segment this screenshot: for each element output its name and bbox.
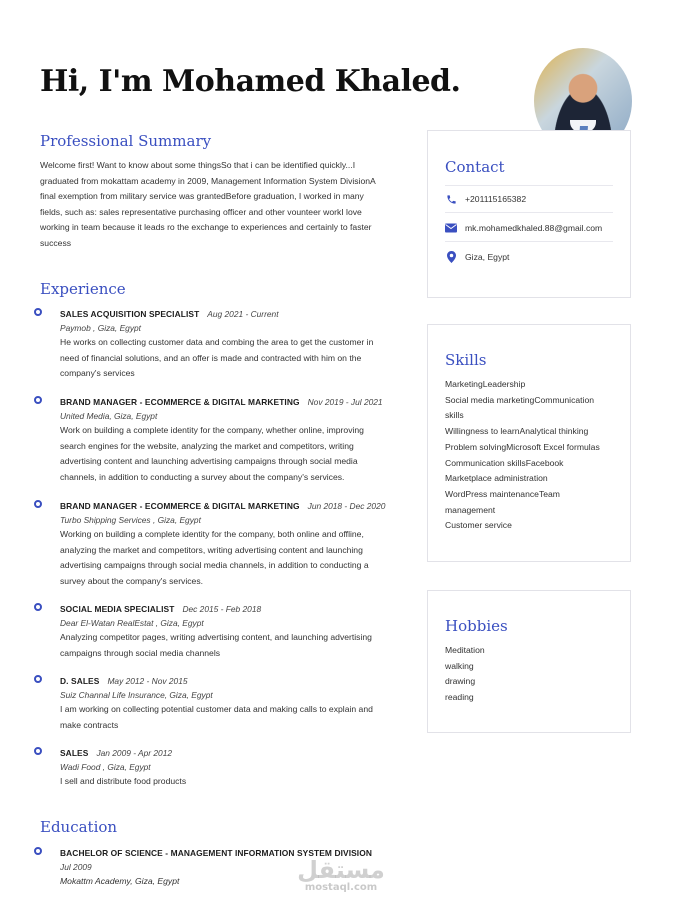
hobby-item: drawing	[445, 676, 476, 687]
job-company: United Media, Giza, Egypt	[60, 411, 158, 421]
job-date: Aug 2021 - Current	[207, 309, 279, 319]
job-title: SALES	[60, 748, 89, 758]
timeline-dot-icon	[34, 747, 42, 755]
skills-title: Skills	[445, 351, 487, 369]
skills-box	[427, 324, 631, 562]
job-date: Nov 2019 - Jul 2021	[307, 397, 383, 407]
job-description	[60, 527, 390, 589]
job-date: May 2012 - Nov 2015	[107, 676, 188, 686]
job-description	[60, 630, 390, 661]
hobbies-box	[427, 590, 631, 733]
education-title: Education	[40, 818, 118, 836]
skill-item: Problem solvingMicrosoft Excel formulas	[445, 441, 600, 452]
contact-phone: +201115165382	[465, 194, 527, 204]
job-description-line: Analyzing competitor pages, writing advertising content, and launching advertising	[60, 632, 372, 642]
timeline-dot-icon	[34, 603, 42, 611]
job-description	[60, 702, 390, 733]
job-description-line: need of financial solutions, and an offer is made and contracted with him on the	[60, 352, 362, 363]
experience-item	[40, 395, 390, 485]
skill-item: WordPress maintenanceTeam	[445, 488, 560, 499]
experience-title: Experience	[40, 280, 126, 298]
contact-location-row	[445, 243, 613, 271]
job-date: Dec 2015 - Feb 2018	[182, 604, 262, 614]
skill-item: Communication skillsFacebook	[445, 457, 564, 468]
watermark-arabic: مستقل	[297, 856, 385, 884]
job-title: D. SALES	[60, 676, 100, 686]
hobbies-list	[445, 643, 615, 706]
summary-line: fields, such as: sales representative purchasing officer and other vounteer workI love	[40, 206, 362, 217]
experience-item	[40, 602, 390, 661]
job-title: BRAND MANAGER - ECOMMERCE & DIGITAL MARKETING	[60, 501, 300, 511]
envelope-icon	[445, 222, 457, 234]
summary-text	[40, 158, 390, 251]
contact-email-row[interactable]	[445, 214, 613, 242]
job-description-line: survey about the company's services.	[60, 575, 204, 586]
job-title: SALES ACQUISITION SPECIALIST	[60, 309, 200, 319]
contact-box	[427, 130, 631, 298]
job-description-line: campaigns through social media channels	[60, 647, 221, 658]
contact-location: Giza, Egypt	[465, 252, 510, 262]
job-company: Wadi Food , Giza, Egypt	[60, 762, 151, 772]
job-company: Dear El-Watan RealEstat , Giza, Egypt	[60, 618, 204, 628]
summary-line: Welcome first! Want to know about some thingsSo that i can be identified quickly...I	[40, 160, 356, 170]
experience-item	[40, 499, 390, 589]
job-description	[60, 774, 390, 790]
skill-item: Customer service	[445, 520, 512, 531]
job-description-line: Work on building a complete identity for the company, whether online, improving	[60, 425, 364, 435]
job-company: Paymob , Giza, Egypt	[60, 323, 141, 333]
experience-item	[40, 674, 390, 733]
education-date: Jul 2009	[60, 862, 92, 872]
job-company: Suiz Channal Life Insurance, Giza, Egypt	[60, 690, 213, 700]
hobby-item: walking	[445, 660, 474, 671]
job-description-line: I am working on collecting potential customer data and making calls to explain and	[60, 704, 373, 714]
experience-item	[40, 307, 390, 382]
map-pin-icon	[445, 251, 457, 263]
hobbies-title: Hobbies	[445, 617, 508, 635]
summary-line: working in team because it leads ro the exchange to experiences and certainly to faster	[40, 222, 372, 232]
skill-item: management	[445, 504, 496, 515]
contact-title: Contact	[445, 158, 505, 176]
job-title: SOCIAL MEDIA SPECIALIST	[60, 604, 175, 614]
timeline-dot-icon	[34, 308, 42, 316]
job-description-line: channels, in addition to conducting a survey about the company's services.	[60, 471, 345, 482]
summary-line: graduated from mokattam academy in 2009, Management Information System DivisionA	[40, 175, 376, 186]
job-description-line: advertising campaigns through social media channels, in addition to conducting a	[60, 560, 369, 570]
job-description	[60, 335, 390, 382]
job-description-line: make contracts	[60, 719, 119, 730]
skills-list	[445, 377, 615, 534]
skill-item: skills	[445, 410, 464, 421]
timeline-dot-icon	[34, 500, 42, 508]
degree-title: BACHELOR OF SCIENCE - MANAGEMENT INFORMATION SYSTEM DIVISION	[60, 848, 373, 858]
job-description-line: advertising content and launching advertising campaigns through social media	[60, 456, 358, 466]
skill-item: MarketingLeadership	[445, 379, 526, 389]
timeline-dot-icon	[34, 847, 42, 855]
summary-title: Professional Summary	[40, 132, 212, 150]
watermark-url: mostaql.com	[304, 882, 378, 893]
education-school: Mokattm Academy, Giza, Egypt	[60, 876, 180, 886]
job-description-line: Working on building a complete identity for the company, both online and offline,	[60, 529, 364, 539]
timeline-dot-icon	[34, 675, 42, 683]
timeline-dot-icon	[34, 396, 42, 404]
job-description	[60, 423, 390, 485]
hobby-item: reading	[445, 692, 474, 703]
page-title: Hi, I'm Mohamed Khaled.	[40, 64, 461, 99]
watermark-logo	[296, 858, 386, 894]
job-company: Turbo Shipping Services , Giza, Egypt	[60, 515, 201, 525]
summary-line: final exemption from military service was grantedBefore graduation, I worked in many	[40, 191, 364, 201]
job-description-line: analyzing the market and competitors, writing advertising content and launching	[60, 544, 363, 555]
phone-icon	[445, 193, 457, 205]
job-date: Jun 2018 - Dec 2020	[307, 501, 386, 511]
skill-item: Social media marketingCommunication	[445, 394, 595, 405]
skill-item: Marketplace administration	[445, 473, 548, 484]
job-date: Jan 2009 - Apr 2012	[96, 748, 173, 758]
hobby-item: Meditation	[445, 645, 485, 655]
summary-line: success	[40, 237, 72, 248]
job-description-line: He works on collecting customer data and combing the area to get the customer in	[60, 337, 374, 347]
contact-phone-row[interactable]	[445, 185, 613, 213]
job-description-line: search engines for the website, analyzing the market and competitors, writing	[60, 440, 354, 451]
experience-item	[40, 746, 390, 790]
job-description-line: I sell and distribute food products	[60, 776, 187, 786]
skill-item: Willingness to learnAnalytical thinking	[445, 426, 589, 437]
job-description-line: company's services	[60, 368, 135, 378]
contact-email: mk.mohamedkhaled.88@gmail.com	[465, 222, 603, 233]
job-title: BRAND MANAGER - ECOMMERCE & DIGITAL MARKETING	[60, 397, 300, 407]
